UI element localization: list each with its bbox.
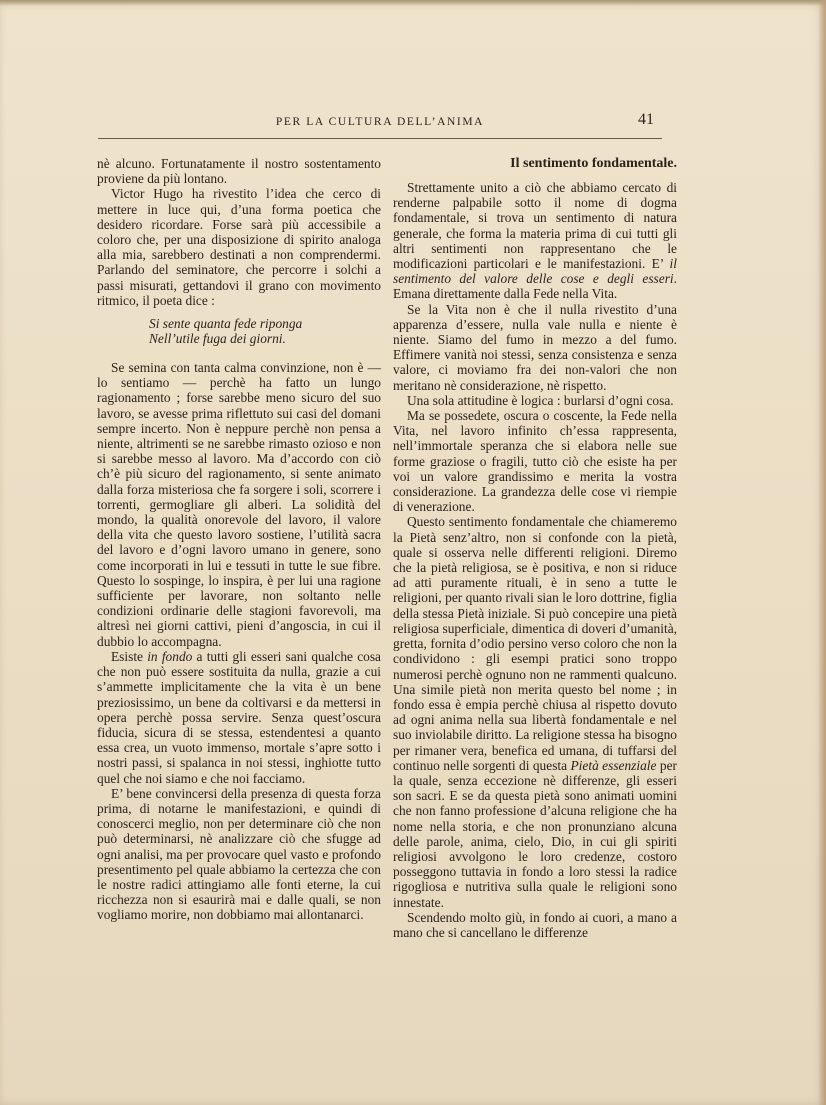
running-title: PER LA CULTURA DELL’ANIMA xyxy=(275,116,485,128)
paragraph xyxy=(393,180,677,302)
right-column xyxy=(393,156,677,940)
verse-quote xyxy=(149,316,381,346)
paragraph: Una sola attitudine è logica : burlarsi d’ogni cosa. xyxy=(407,392,674,408)
section-title: Il sentimento fondamentale. xyxy=(510,156,677,171)
running-header xyxy=(98,111,662,139)
paragraph xyxy=(97,649,381,786)
page-number: 41 xyxy=(638,111,654,128)
verse-line: Si sente quanta fede riponga xyxy=(149,316,303,332)
paragraph: Se la Vita non è che il nulla rivestito d’una apparenza d’essere, nulla vale nulla e niente è niente. Siamo del fumo in mezzo a del fumo. Effimere vanità noi stessi, senza consistenza e senza valore, ci moviamo fra dei non-valori che non meritano nè considerazione, nè rispetto. xyxy=(393,301,677,393)
emphasis: il sentimento del valore delle cose e degli esseri xyxy=(393,256,677,287)
text-run: a tutti gli esseri sani qualche cosa che non può essere sostituita da nulla, grazie a cui s’ammette implicitamente che la vita è un bene preziosissimo, un bene da coltivarsi e da mettersi in opera perchè possa servire. Senza quest’oscura fiducia, sicura di se stessa, estendentesi a quanto essa crea, un vuoto immenso, mortale s’apre sotto i nostri passi, si spalanca in noi stessi, inghiotte tutto quel che noi siamo e che noi facciamo. xyxy=(97,648,381,786)
text-run: per la quale, senza eccezione nè differenze, gli esseri son sacri. E se da questa pietà sono animati uomini che non fanno professione d’alcuna religione che ha nome nella storia, e che non pronunziano alcuna delle parole, anima, cielo, Dio, in cui gli spiriti religiosi avvolgono le loro credenze, costoro posseggono tuttavia in fondo a loro stessi la radice rigogliosa e nutritiva sulla quale le religioni sono innestate. xyxy=(393,757,677,910)
text-run: Questo sentimento fondamentale che chiameremo la Pietà senz’altro, non si confonde con la pietà, quale si osserva nelle differenti religioni. Diremo che la pietà religiosa, se è positiva, e non si riduce ad atti puramente rituali, è in seno a tutte le religioni, per quanto rivali sian le loro dottrine, figlia della stessa Pietà iniziale. Si può concepire una pietà religiosa superficiale, dimentica di doveri d’umanità, gretta, fornita d’odio persino verso coloro che non la condividono : gli esempi pratici sono troppo numerosi perchè ognuno non ne rammenti qualcuno. Una simile pietà non merita questo bel nome ; in fondo essa è empia perchè chiusa al rispetto dovuto ad ogni anima nella sua libertà fondamentale e nel suo inviolabile diritto. La religione stessa ha bisogno per rimaner vera, benefica ed umana, di tuffarsi del continuo nelle sorgenti di questa xyxy=(393,514,677,773)
left-column xyxy=(97,156,381,923)
paragraph: Scendendo molto giù, in fondo ai cuori, a mano a mano che si cancellano le differenze xyxy=(393,909,677,940)
paragraph xyxy=(393,514,677,909)
page-right-edge xyxy=(818,0,826,1105)
paragraph: nè alcuno. Fortunatamente il nostro sostentamento proviene da più lontano. xyxy=(97,156,381,187)
paragraph: Victor Hugo ha rivestito l’idea che cerco di mettere in luce qui, d’una forma poetica che desidero ricordare. Forse sarà più accessibile a coloro che, per una disposizione di spirito analoga alla mia, sarebbero destinati a non comprendermi. Parlando del seminatore, che percorre i solchi a passi misurati, gettandovi il grano con movimento ritmico, il poeta dice : xyxy=(97,186,381,308)
text-run: Esiste xyxy=(111,648,148,664)
emphasis: in fondo xyxy=(147,648,193,664)
text-run: Strettamente unito a ciò che abbiamo cercato di renderne palpabile sotto il nome di dogma fondamentale, si trova un sentimento di natura generale, che forma la materia prima di cui tutti gli altri sentimenti non rappresentano che le modificazioni particolari e le manifestazioni. E’ xyxy=(393,180,677,272)
paragraph: E’ bene convincersi della presenza di questa forza prima, di notarne le manifestazioni, e quindi di conoscerci meglio, non per determinare ciò che non può determinarsi, nè analizzare ciò che sfugge ad ogni analisi, ma per provocare quel vasto e profondo presentimento pel quale abbiamo la certezza che con le nostre radici attingiamo alle fonti eterne, la cui ricchezza non si esaurirà mai e dalle quali, se non vogliamo morire, non dobbiamo mai allontanarci. xyxy=(97,785,381,923)
paragraph: Se semina con tanta calma convinzione, non è — lo sentiamo — perchè ha fatto un lungo ragionamento ; forse sarebbe meno sicuro del suo lavoro, se avesse prima riflettuto sui casi del domani sempre incerto. Non è neppure perchè non pensa a niente, altrimenti se ne sarebbe rimasto ozioso e non si sarebbe messo al lavoro. Ma d’accordo con ciò ch’è più sicuro del ragionamento, si sente animato dalla forza misteriosa che fa sorgere i soli, scorrere i torrenti, germogliare gli alberi. La solidità del mondo, la qualità onorevole del lavoro, il valore della vita che questo lavoro sostiene, l’utilità sacra del lavoro e d’ogni lavoro umano in genere, sono come incorporati in lui e tessuti in tutte le sue fibre. Questo lo sospinge, lo inspira, è per lui una ragione sufficiente per lavorare, non soltanto nelle condizioni ordinarie delle stagioni favorevoli, ma altresì nei giorni cattivi, pieni d’angoscia, in cui il dubbio lo accompagna. xyxy=(97,360,381,649)
text-run: . Emana direttamente dalla Fede nella Vita. xyxy=(393,271,677,302)
verse-line: Nell’utile fuga dei giorni. xyxy=(149,331,286,347)
paragraph: Ma se possedete, oscura o coscente, la Fede nella Vita, nel lavoro infinito ch’essa rappresenta, nell’immortale speranza che si elabora nelle sue forme graziose o fragili, tutto ciò che esiste ha per voi un valore grandissimo e merita la vostra considerazione. La grandezza delle cose vi riempie di venerazione. xyxy=(393,408,677,515)
emphasis: Pietà essenziale xyxy=(570,757,657,773)
page-top-edge xyxy=(0,0,826,6)
